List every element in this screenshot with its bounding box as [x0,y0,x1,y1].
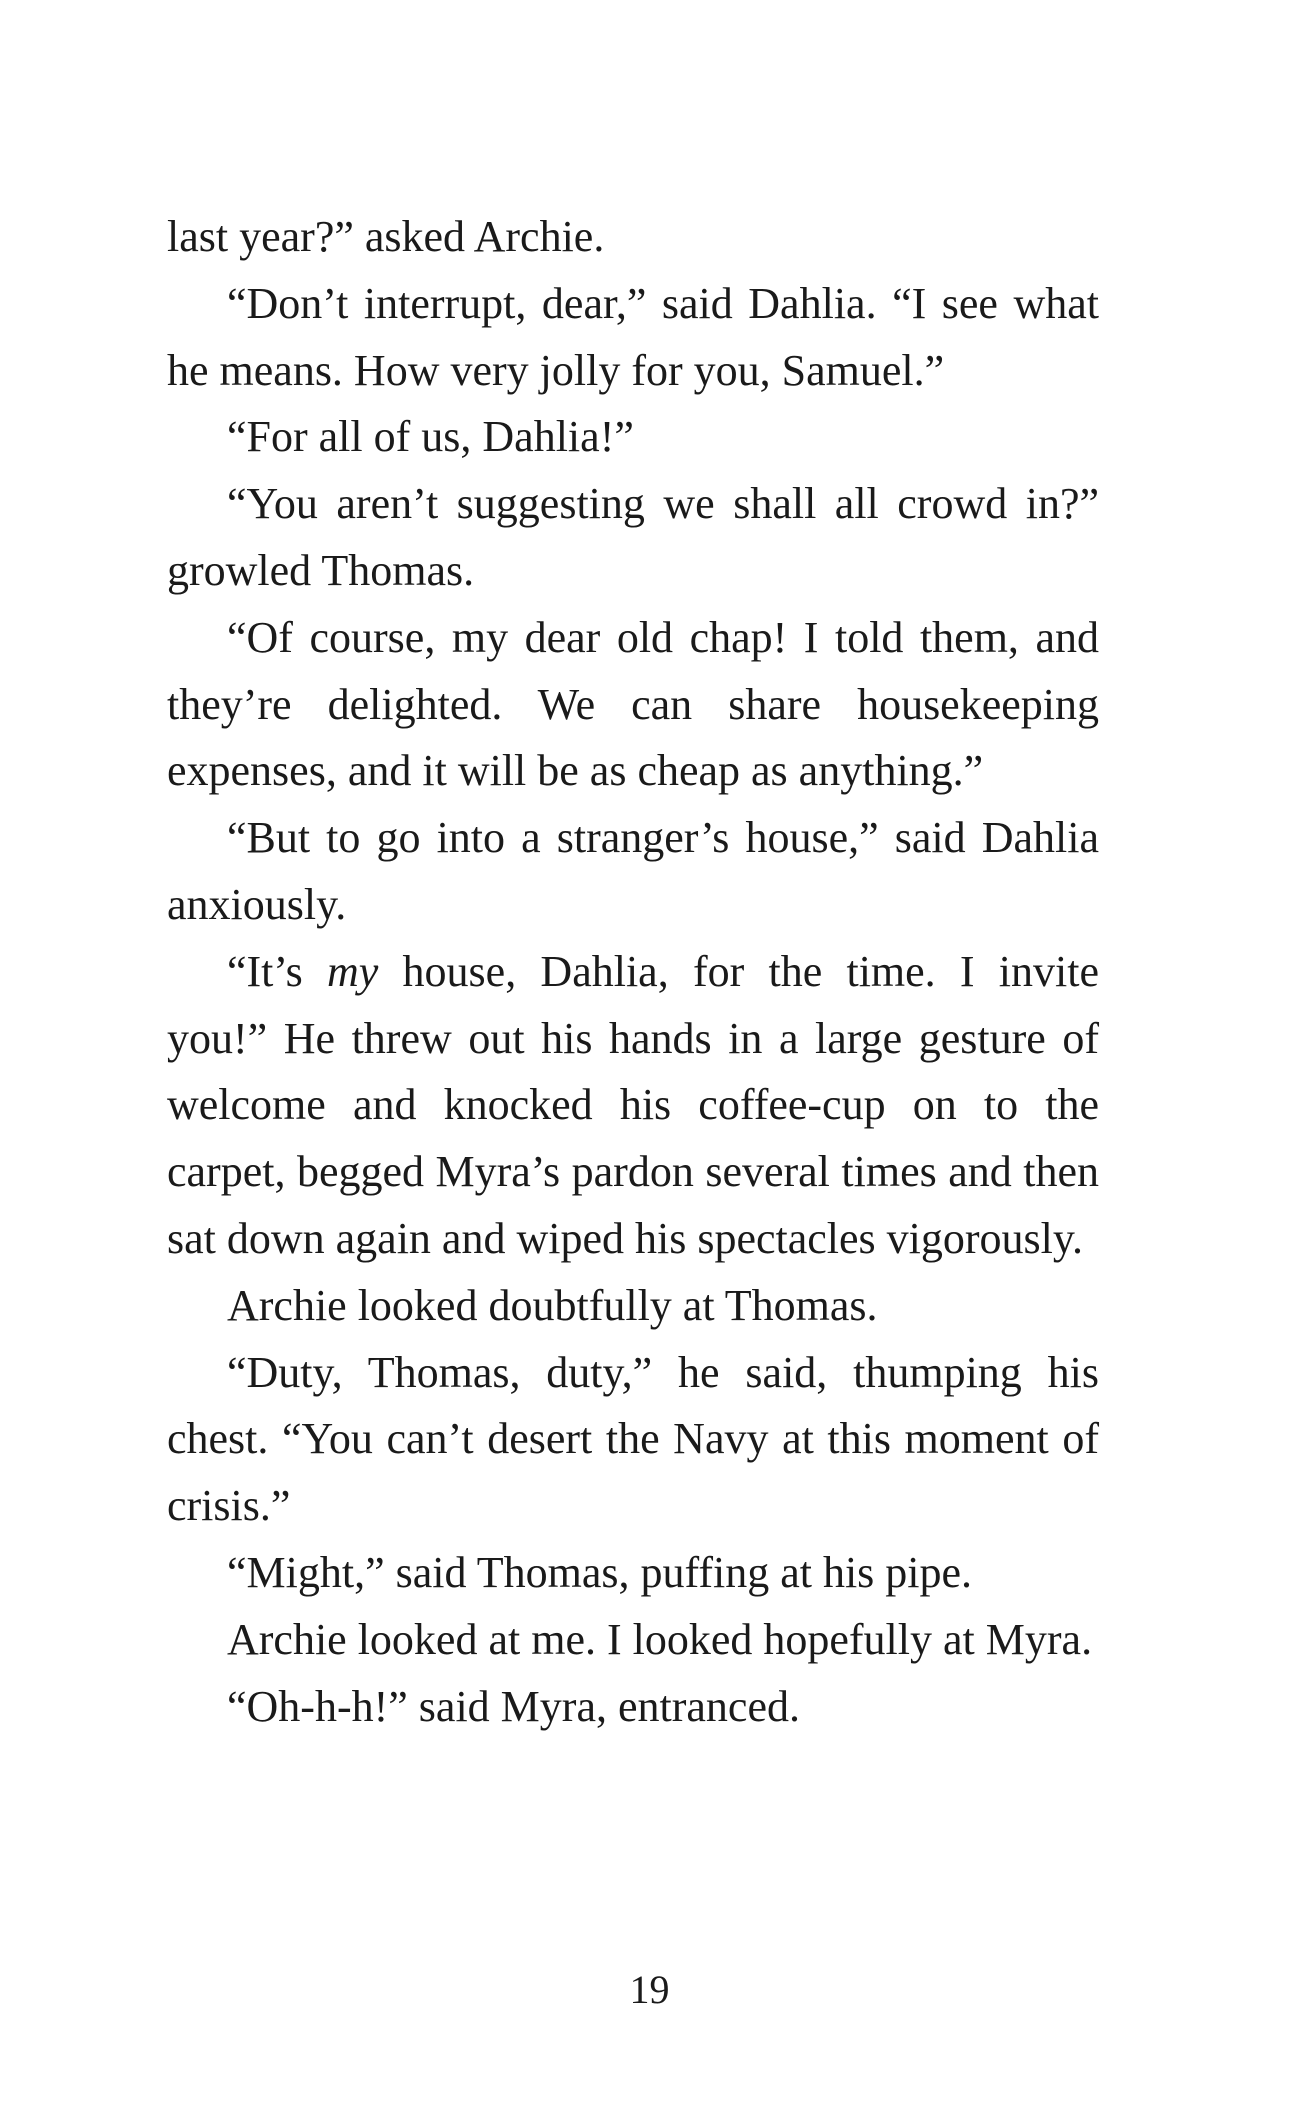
paragraph: “Might,” said Thomas, puffing at his pipe. [227,1547,973,1597]
paragraph: “Oh-h-h!” said Myra, entranced. [227,1681,800,1731]
body-text [167,204,1099,1740]
paragraph: Archie looked doubtfully at Thomas. [227,1280,878,1330]
paragraph-text: “It’s [227,946,327,996]
paragraph: “Don’t interrupt, dear,” said Dahlia. “I see what he means. How very jolly for you, Samuel.” [167,278,1099,395]
paragraph [167,939,1099,1273]
paragraph: “For all of us, Dahlia!” [227,412,634,462]
page-number: 19 [629,1967,670,2012]
paragraph: “Of course, my dear old chap! I told them, and they’re delighted. We can share housekeeping expenses, and it will be as cheap as anything.” [167,612,1099,796]
paragraph-text: house, Dahlia, for the time. I invite you!” He threw out his hands in a large gesture of welcome and knocked his coffee-cup on to the carpet, begged Myra’s pardon several times and then sat down again and wiped his spectacles vigorously. [167,946,1099,1263]
paragraph: “Duty, Thomas, duty,” he said, thumping his chest. “You can’t desert the Navy at this moment of crisis.” [167,1347,1099,1531]
paragraph: Archie looked at me. I looked hopefully at Myra. [227,1614,1093,1664]
paragraph: “You aren’t suggesting we shall all crowd in?” growled Thomas. [167,479,1099,595]
paragraph: “But to go into a stranger’s house,” said Dahlia anxiously. [167,813,1099,929]
paragraph: last year?” asked Archie. [167,212,605,261]
emphasized-word: my [327,946,379,996]
